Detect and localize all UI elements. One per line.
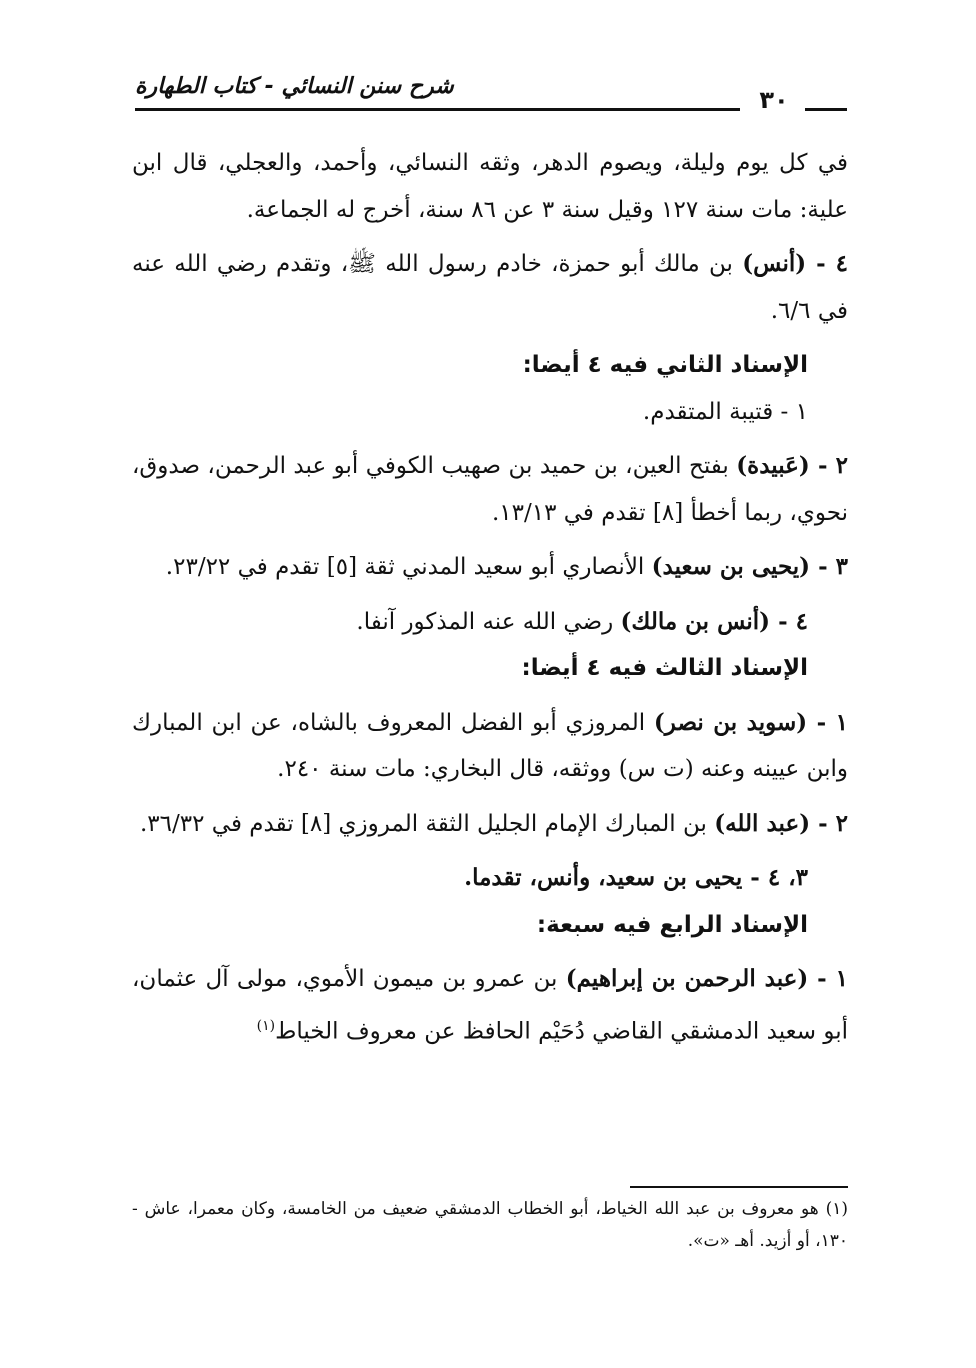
paragraph-ubaydah [132,443,848,536]
narrator-ubaydah: ٢ - (عَبيدة) [736,452,848,479]
paragraph-suwayd-text: المروزي أبو الفضل المعروف بالشاه، عن ابن المبارك وابن عيينه وعنه (ت س) ووثقه، قال البخاري: مات سنة ٢٤٠. [132,709,848,782]
page-number-rule [805,108,847,111]
paragraph-yahya-text: الأنصاري أبو سعيد المدني ثقة [٥] تقدم في ٢٣/٢٢. [165,554,652,580]
narrator-abdulrahman: ١ - (عبد الرحمن بن إبراهيم) [565,965,849,992]
paragraph-ubaydah-text: بفتح العين، بن حميد بن صهيب الكوفي أبو عبد الرحمن، صدوق، نحوي، ربما أخطأ [٨] تقدم في ١٣/١٣. [132,453,848,526]
paragraph-1-text: في كل يوم وليلة، ويصوم الدهر، وثقه النسائي، وأحمد، والعجلي، قال ابن علية: مات سنة ١٢٧ وقيل سنة ٣ عن ٨٦ سنة، أخرج له الجماعة. [132,150,848,223]
paragraph-2-text: بن مالك أبو حمزة، خادم رسول الله ﷺ، وتقدم رضي الله عنه في ٦/٦. [132,251,848,324]
running-title: شرح سنن النسائي - كتاب الطهارة [135,74,454,99]
paragraph-abdulrahman [132,956,848,1055]
paragraph-abdullah [132,801,848,848]
header-rule [135,108,740,111]
narrator-anas-2: ٤ - (أنس بن مالك) [620,607,808,635]
paragraph-qutaybah-text: ١ - قتيبة المتقدم. [642,398,808,425]
narrator-anas: ٤ - (أنس) [742,250,848,277]
paragraph-anas-2 [132,599,848,646]
footnote-rule [630,1186,848,1188]
paragraph-abdullah-text: بن المبارك الإمام الجليل الثقة المروزي [٨] تقدم في ٣٦/٣٢. [139,810,715,837]
body-text [132,140,848,1055]
footnote [132,1193,848,1257]
narrator-abdullah: ٢ - (عبد الله) [714,809,848,837]
page-number: ٣٠ [759,86,789,114]
narrator-suwayd: ١ - (سويد بن نصر) [653,708,849,736]
narrators-yahya-anas: ٣، ٤ - يحيى بن سعيد، وأنس، تقدما. [464,864,808,891]
paragraph-1 [132,140,848,233]
section-heading-text: الإسناد الرابع فيه سبعة: [536,911,808,938]
section-heading-fourth-isnad [132,902,848,949]
paragraph-yahya-anas [132,855,848,902]
section-heading-text: الإسناد الثاني فيه ٤ أيضا: [522,352,808,378]
footnote-text: (١) هو معروف بن عبد الله الخياط، أبو الخطاب الدمشقي ضعيف من الخامسة، وكان معمرا، عاش - ١٣٠، أو أزيد. أهـ «ت». [132,1199,848,1251]
paragraph-suwayd [132,700,848,793]
narrator-yahya: ٣ - (يحيى بن سعيد) [651,553,848,580]
section-heading-third-isnad [132,645,848,692]
paragraph-2 [132,241,848,334]
section-heading-second-isnad [132,342,848,389]
paragraph-abdulrahman-text: بن عمرو بن ميمون الأموي، مولى آل عثمان، أبو سعيد الدمشقي القاضي دُحَيْم الحافظ عن معروف الخياط [132,966,848,1045]
page-header [0,72,976,132]
paragraph-anas-2-text: رضي الله عنه المذكور آنفا. [356,608,621,635]
paragraph-yahya [132,544,848,591]
section-heading-text: الإسناد الثالث فيه ٤ أيضا: [521,655,808,681]
footnote-mark: (١) [256,1017,276,1034]
paragraph-qutaybah [132,389,848,436]
